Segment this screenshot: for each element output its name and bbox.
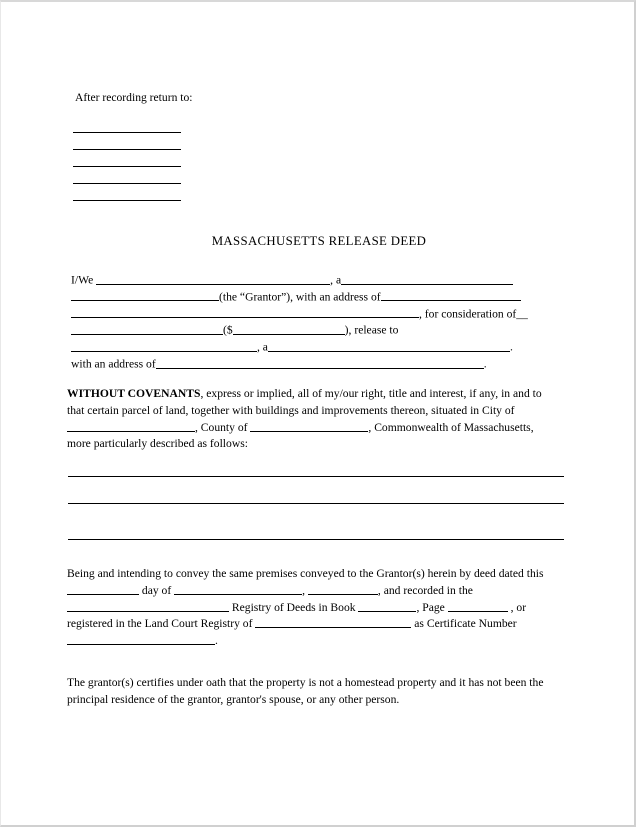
return-address-blank-line[interactable] <box>73 183 181 184</box>
grantor-line-4 <box>71 323 571 340</box>
book-field[interactable] <box>358 600 416 612</box>
legal-description-blank-line[interactable] <box>68 503 564 504</box>
grantee-name-field[interactable] <box>71 340 257 352</box>
land-court-registry-field[interactable] <box>255 617 411 629</box>
release-to-text: ), release to <box>344 324 399 338</box>
return-address-blank-line[interactable] <box>73 166 181 167</box>
conveyance-text-i: . <box>215 634 218 648</box>
dollar-open-paren: ($ <box>223 324 233 338</box>
grantor-entity-type-field[interactable] <box>341 273 513 285</box>
after-recording-return-to-label: After recording return to: <box>75 91 193 104</box>
conveyance-text-e: Registry of Deeds in Book <box>231 600 356 614</box>
grantee-address-label: with an address of <box>71 357 156 371</box>
grantee-entity-separator: , a <box>257 340 268 354</box>
grantor-line-1 <box>71 273 571 290</box>
conveyance-text-c: , <box>302 583 306 597</box>
conveyance-text-f: , Page <box>416 600 445 614</box>
county-field[interactable] <box>250 420 368 432</box>
covenants-text-c: , Commonwealth of Massachusetts, more particularly described as follows: <box>67 420 534 451</box>
grantee-address-line-end: . <box>483 357 487 371</box>
grantor-address-field[interactable] <box>381 290 521 302</box>
deed-day-field[interactable] <box>67 583 139 595</box>
grantor-line-5 <box>71 340 571 357</box>
city-field[interactable] <box>67 420 195 432</box>
grantor-name-prefix: I/We <box>71 273 94 287</box>
grantor-designation-text: (the “Grantor”), with an address of <box>219 290 381 304</box>
page-title: MASSACHUSETTS RELEASE DEED <box>211 234 427 248</box>
consideration-amount-field[interactable] <box>233 323 345 335</box>
conveyance-text-g: , or registered in the Land Court Registry of <box>67 600 527 631</box>
return-address-blank-line[interactable] <box>73 132 181 133</box>
covenants-text-a: , express or implied, all of my/our right, title and interest, if any, in and to that certain parcel of land, together with buildings and improvements thereon, situated in City of <box>67 387 542 417</box>
conveyance-text-d: , and recorded in the <box>377 583 473 597</box>
without-covenants-heading: WITHOUT COVENANTS <box>67 387 201 400</box>
grantor-line-2 <box>71 290 571 307</box>
without-covenants-paragraph <box>67 386 545 453</box>
conveyance-text-h: as Certificate Number <box>414 617 517 631</box>
grantor-continuation-field[interactable] <box>71 290 219 302</box>
conveyance-reference-paragraph <box>67 566 547 650</box>
return-address-blank-line[interactable] <box>73 149 181 150</box>
legal-description-blank-line[interactable] <box>68 476 564 477</box>
return-address-blank-line[interactable] <box>73 200 181 201</box>
legal-description-blank-line[interactable] <box>68 539 564 540</box>
grantor-line-6 <box>71 357 571 374</box>
grantor-entity-separator: , a <box>330 273 342 287</box>
page-field[interactable] <box>448 600 508 612</box>
grantor-name-field[interactable] <box>96 273 330 285</box>
deed-month-field[interactable] <box>174 583 302 595</box>
covenants-text-b: , County of <box>195 420 248 434</box>
registry-district-field[interactable] <box>67 600 229 612</box>
homestead-text: The grantor(s) certifies under oath that the property is not a homestead property and it has not been the principal residence of the grantor, grantor's spouse, or any other person. <box>67 676 544 706</box>
grantor-section <box>71 273 571 374</box>
grantee-entity-type-field[interactable] <box>268 340 510 352</box>
grantor-line-3 <box>71 307 571 324</box>
consideration-words-field[interactable] <box>71 323 223 335</box>
grantor-address-continuation-field[interactable] <box>71 307 419 319</box>
conveyance-text-a: Being and intending to convey the same premises conveyed to the Grantor(s) herein by deed dated this <box>67 567 544 580</box>
conveyance-text-b: day of <box>141 583 172 597</box>
grantee-line-end: . <box>509 340 513 354</box>
deed-year-field[interactable] <box>308 583 378 595</box>
certificate-number-field[interactable] <box>67 634 215 646</box>
consideration-label: , for consideration of__ <box>419 307 528 321</box>
homestead-certification-paragraph <box>67 675 545 709</box>
grantee-address-field[interactable] <box>156 357 484 369</box>
